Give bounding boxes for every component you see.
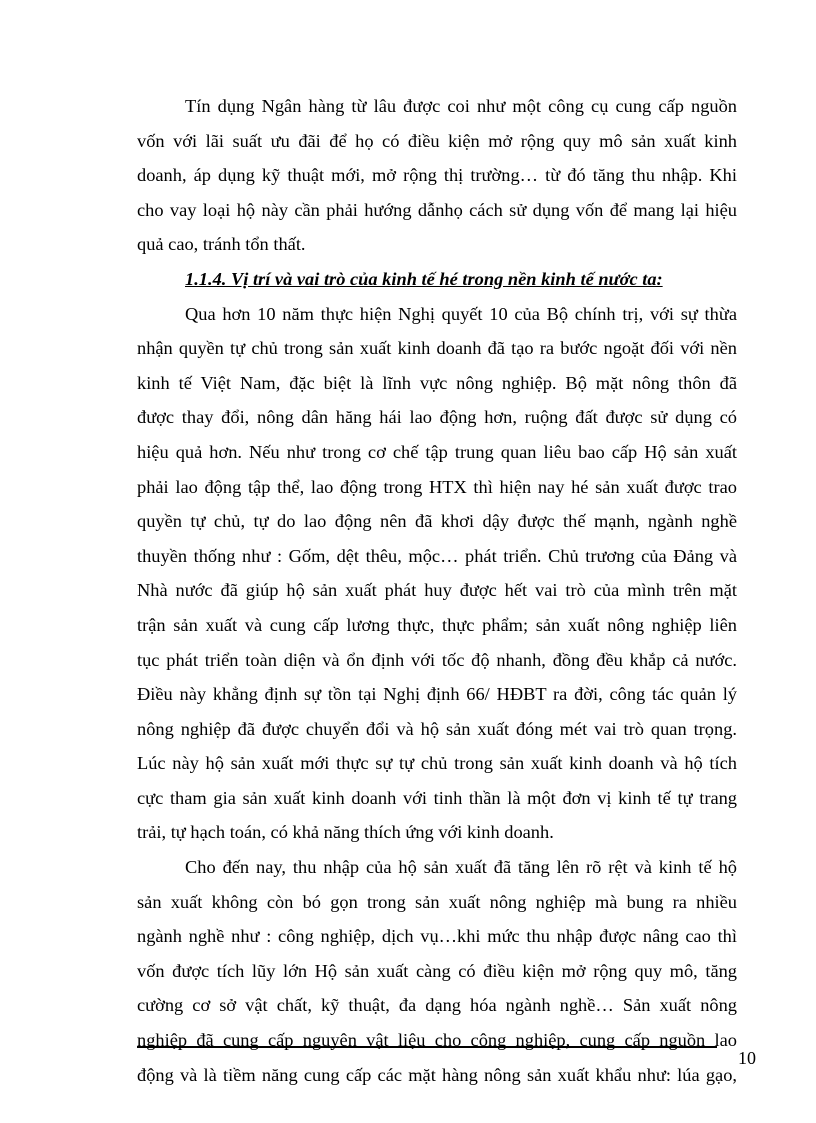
paragraph-line: doanh, áp dụng kỹ thuật mới, mở rộng thị trường… từ đó tăng thu nhập. Khi	[137, 165, 737, 186]
paragraph-line: Tín dụng Ngân hàng từ lâu được coi như một công cụ cung cấp nguồn	[185, 96, 737, 116]
paragraph-line: được thay đổi, nông dân hăng hái lao động hơn, ruộng đất được sử dụng có	[137, 407, 737, 428]
paragraph-line: nông nghiệp đã được chuyển đổi và hộ sản xuất đóng mét vai trò quan trọng.	[137, 718, 737, 739]
paragraph-line: sản xuất không còn bó gọn trong sản xuất nông nghiệp mà bung ra nhiều	[137, 891, 737, 912]
paragraph-line: vốn với lãi suất ưu đãi để họ có điều kiện mở rộng quy mô sản xuất kinh	[137, 130, 737, 151]
paragraph-line: kinh tế Việt Nam, đặc biệt là lĩnh vực nông nghiệp. Bộ mặt nông thôn đã	[137, 372, 737, 393]
paragraph-line: ngành nghề như : công nghiệp, dịch vụ…khi mức thu nhập được nâng cao thì	[137, 926, 737, 947]
paragraph-line: quyền tự chủ, tự do lao động nên đã khơi dậy được thế mạnh, ngành nghề	[137, 511, 737, 532]
page-number: 10	[738, 1048, 756, 1068]
paragraph-line: tục phát triển toàn diện và ổn định với tốc độ nhanh, đồng đều khắp cả nước.	[137, 649, 737, 670]
paragraph-line: cực tham gia sản xuất kinh doanh với tinh thần là một đơn vị kinh tế tự trang	[137, 787, 737, 808]
paragraph-line: cho vay loại hộ này cần phải hướng dẫnhọ cách sử dụng vốn để mang lại hiệu	[137, 199, 737, 220]
paragraph-line: Điều này khẳng định sự tồn tại Nghị định 66/ HĐBT ra đời, công tác quản lý	[137, 684, 737, 705]
paragraph-line: nhận quyền tự chủ trong sản xuất kinh doanh đã tạo ra bước ngoặt đối với nền	[137, 338, 737, 359]
footer-divider	[137, 1046, 717, 1048]
paragraph-line: hiệu quả hơn. Nếu như trong cơ chế tập trung quan liêu bao cấp Hộ sản xuất	[137, 441, 737, 462]
paragraph-line: trải, tự hạch toán, có khả năng thích ứng với kinh doanh.	[137, 822, 554, 843]
paragraph-line: phải lao động tập thể, lao động trong HTX thì hiện nay hé sản xuất được trao	[137, 476, 737, 497]
paragraph-line: cường cơ sở vật chất, kỹ thuật, đa dạng hóa ngành nghề… Sản xuất nông	[137, 995, 737, 1016]
body-text	[137, 89, 737, 1092]
section-heading: 1.1.4. Vị trí và vai trò của kinh tế hé trong nền kinh tế nước ta:	[185, 268, 663, 289]
paragraph-line: Cho đến nay, thu nhập của hộ sản xuất đã tăng lên rõ rệt và kinh tế hộ	[185, 857, 737, 878]
paragraph-line: quả cao, tránh tổn thất.	[137, 234, 306, 255]
paragraph-line: động và là tiềm năng cung cấp các mặt hàng nông sản xuất khẩu như: lúa gạo,	[137, 1064, 737, 1085]
paragraph-line: vốn được tích lũy lớn Hộ sản xuất càng có điều kiện mở rộng quy mô, tăng	[137, 960, 737, 981]
paragraph-line: Lúc này hộ sản xuất mới thực sự tự chủ trong sản xuất kinh doanh và hộ tích	[137, 753, 737, 774]
paragraph-line: trận sản xuất và cung cấp lương thực, thực phẩm; sản xuất nông nghiệp liên	[137, 614, 737, 635]
paragraph-line: Nhà nước đã giúp hộ sản xuất phát huy được hết vai trò của mình trên mặt	[137, 580, 737, 601]
paragraph-line: Qua hơn 10 năm thực hiện Nghị quyết 10 của Bộ chính trị, với sự thừa	[185, 303, 737, 324]
paragraph-line: nghiệp đã cung cấp nguyên vật liệu cho công nghiệp, cung cấp nguồn lao	[137, 1030, 737, 1051]
paragraph-line: thuyền thống như : Gốm, dệt thêu, mộc… phát triển. Chủ trương của Đảng và	[137, 545, 737, 566]
